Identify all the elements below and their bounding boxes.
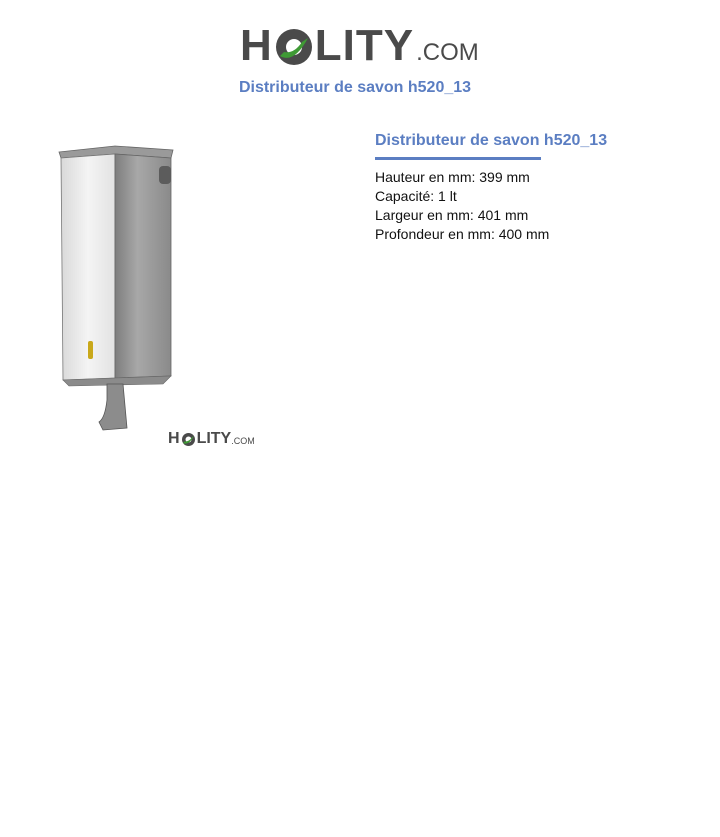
watermark-domain: .COM xyxy=(231,436,255,446)
heading-underline xyxy=(375,157,541,160)
spec-depth: Profondeur en mm: 400 mm xyxy=(375,226,550,242)
watermark-letters-lity: LITY xyxy=(196,430,232,447)
product-details xyxy=(375,131,705,244)
page-title: Distributeur de savon h520_13 xyxy=(238,79,472,96)
holity-logo[interactable] xyxy=(240,10,485,68)
watermark-o-icon xyxy=(181,431,196,447)
logo-o-icon xyxy=(274,24,314,68)
logo-letters-lity: LITY xyxy=(314,21,415,70)
logo-domain: .COM xyxy=(416,39,479,66)
image-watermark-logo xyxy=(168,431,255,447)
logo-letter-h: H xyxy=(240,21,273,70)
spec-width: Largeur en mm: 401 mm xyxy=(375,207,529,223)
spec-list xyxy=(375,168,705,244)
product-name: Distributeur de savon h520_13 xyxy=(375,132,608,149)
spec-capacity: Capacité: 1 lt xyxy=(375,188,457,204)
watermark-letter-h: H xyxy=(168,430,180,447)
product-image xyxy=(55,140,185,440)
spec-height: Hauteur en mm: 399 mm xyxy=(375,169,530,185)
